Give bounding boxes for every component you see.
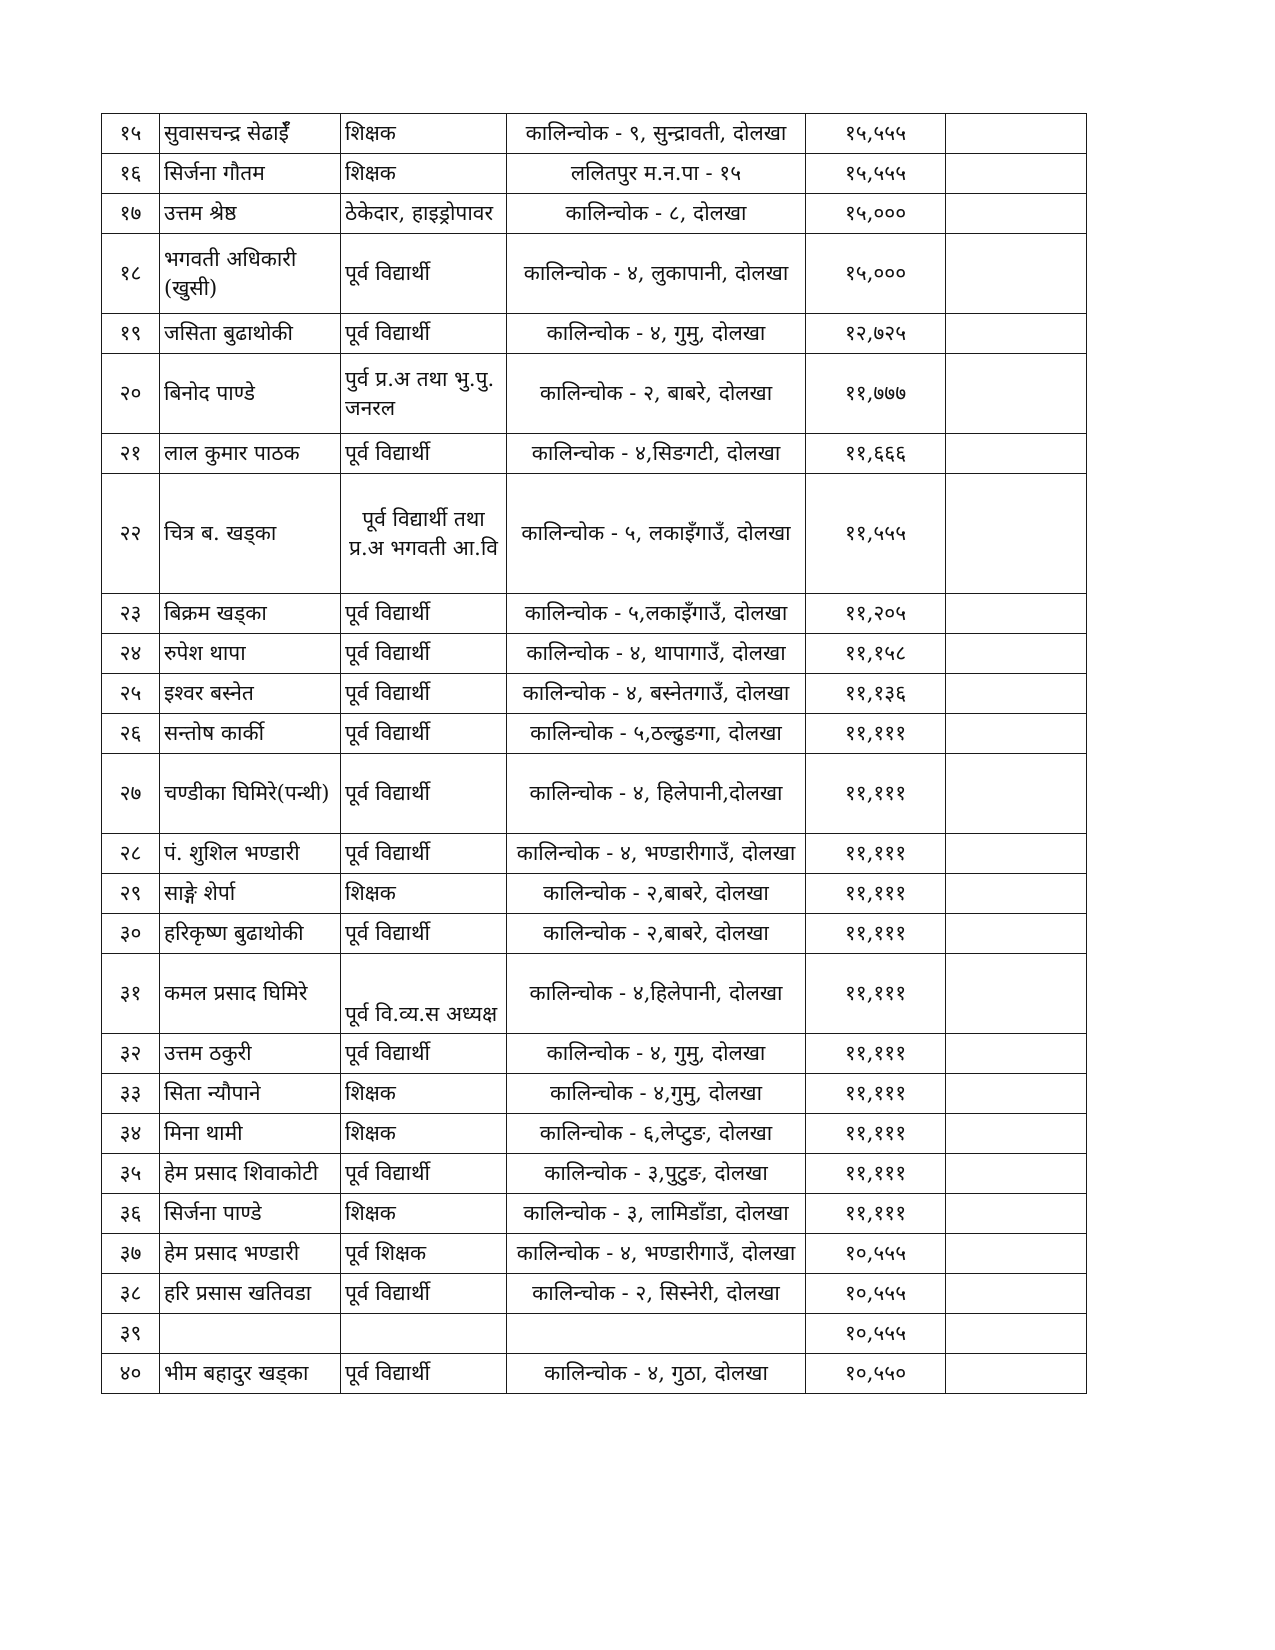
table-row — [102, 1154, 1087, 1194]
serial-number-cell: २२ — [102, 474, 160, 594]
donor-name-cell: सिर्जना पाण्डे — [160, 1194, 341, 1234]
remarks-cell — [946, 1234, 1087, 1274]
table-row — [102, 354, 1087, 434]
address-cell: कालिन्चोक - ६,लेप्टुङ, दोलखा — [507, 1114, 806, 1154]
remarks-cell — [946, 474, 1087, 594]
serial-number-cell: २९ — [102, 874, 160, 914]
serial-number-cell: १७ — [102, 194, 160, 234]
donor-name-cell: पं. शुशिल भण्डारी — [160, 834, 341, 874]
donor-name-cell: इश्वर बस्नेत — [160, 674, 341, 714]
serial-number-cell: २४ — [102, 634, 160, 674]
serial-number-cell: ३७ — [102, 1234, 160, 1274]
amount-cell: ११,६६६ — [806, 434, 946, 474]
donor-name-cell: लाल कुमार पाठक — [160, 434, 341, 474]
designation-cell: पूर्व विद्यार्थी — [341, 234, 507, 314]
designation-cell: पूर्व विद्यार्थी — [341, 1154, 507, 1194]
amount-cell: ११,१११ — [806, 754, 946, 834]
serial-number-cell: १८ — [102, 234, 160, 314]
amount-cell: ११,१११ — [806, 954, 946, 1034]
serial-number-cell: ३५ — [102, 1154, 160, 1194]
address-cell: कालिन्चोक - ४, गुमु, दोलखा — [507, 1034, 806, 1074]
designation-cell — [341, 1314, 507, 1354]
remarks-cell — [946, 594, 1087, 634]
address-cell: कालिन्चोक - ५,ठल्ढुङगा, दोलखा — [507, 714, 806, 754]
address-cell: ललितपुर म.न.पा - १५ — [507, 154, 806, 194]
serial-number-cell: १६ — [102, 154, 160, 194]
address-cell: कालिन्चोक - ४, लुकापानी, दोलखा — [507, 234, 806, 314]
donor-name-cell: हेम प्रसाद भण्डारी — [160, 1234, 341, 1274]
table-row — [102, 154, 1087, 194]
serial-number-cell: २६ — [102, 714, 160, 754]
donor-name-cell: कमल प्रसाद घिमिरे — [160, 954, 341, 1034]
designation-cell: शिक्षक — [341, 154, 507, 194]
amount-cell: १२,७२५ — [806, 314, 946, 354]
table-row — [102, 634, 1087, 674]
amount-cell: १५,००० — [806, 234, 946, 314]
remarks-cell — [946, 1114, 1087, 1154]
serial-number-cell: ३९ — [102, 1314, 160, 1354]
table-row — [102, 1034, 1087, 1074]
donor-name-cell: मिना थामी — [160, 1114, 341, 1154]
amount-cell: ११,१५८ — [806, 634, 946, 674]
amount-cell: १५,००० — [806, 194, 946, 234]
table-row — [102, 1114, 1087, 1154]
amount-cell: १५,५५५ — [806, 114, 946, 154]
donor-name-cell: सन्तोष कार्की — [160, 714, 341, 754]
table-row — [102, 114, 1087, 154]
donor-name-cell: उत्तम ठकुरी — [160, 1034, 341, 1074]
amount-cell: ११,१११ — [806, 714, 946, 754]
remarks-cell — [946, 874, 1087, 914]
table-row — [102, 874, 1087, 914]
amount-cell: ११,१११ — [806, 1194, 946, 1234]
designation-cell: पूर्व विद्यार्थी — [341, 434, 507, 474]
serial-number-cell: २३ — [102, 594, 160, 634]
remarks-cell — [946, 234, 1087, 314]
address-cell: कालिन्चोक - ९, सुन्द्रावती, दोलखा — [507, 114, 806, 154]
designation-cell: पूर्व विद्यार्थी — [341, 674, 507, 714]
designation-cell: पूर्व विद्यार्थी — [341, 594, 507, 634]
address-cell: कालिन्चोक - २,बाबरे, दोलखा — [507, 914, 806, 954]
table-row — [102, 194, 1087, 234]
designation-cell: पूर्व विद्यार्थी — [341, 314, 507, 354]
designation-cell: पूर्व विद्यार्थी तथा प्र.अ भगवती आ.वि — [341, 474, 507, 594]
designation-cell: पूर्व विद्यार्थी — [341, 634, 507, 674]
serial-number-cell: ३१ — [102, 954, 160, 1034]
designation-cell: पूर्व विद्यार्थी — [341, 754, 507, 834]
remarks-cell — [946, 194, 1087, 234]
address-cell: कालिन्चोक - ८, दोलखा — [507, 194, 806, 234]
table-row — [102, 474, 1087, 594]
serial-number-cell: २८ — [102, 834, 160, 874]
remarks-cell — [946, 1314, 1087, 1354]
remarks-cell — [946, 434, 1087, 474]
serial-number-cell: २५ — [102, 674, 160, 714]
designation-cell: पूर्व विद्यार्थी — [341, 1274, 507, 1314]
table-row — [102, 1234, 1087, 1274]
remarks-cell — [946, 154, 1087, 194]
donor-name-cell: साङ्गे शेर्पा — [160, 874, 341, 914]
address-cell: कालिन्चोक - ४, गुमु, दोलखा — [507, 314, 806, 354]
remarks-cell — [946, 354, 1087, 434]
table-row — [102, 1314, 1087, 1354]
amount-cell: १०,५५५ — [806, 1234, 946, 1274]
remarks-cell — [946, 314, 1087, 354]
donor-list-table — [101, 113, 1087, 1394]
designation-cell: शिक्षक — [341, 1114, 507, 1154]
donor-name-cell: उत्तम श्रेष्ठ — [160, 194, 341, 234]
donor-name-cell: जसिता बुढाथोकी — [160, 314, 341, 354]
amount-cell: ११,१११ — [806, 914, 946, 954]
address-cell — [507, 1314, 806, 1354]
serial-number-cell: ३८ — [102, 1274, 160, 1314]
address-cell: कालिन्चोक - ३, लामिडाँडा, दोलखा — [507, 1194, 806, 1234]
designation-cell: शिक्षक — [341, 1194, 507, 1234]
serial-number-cell: ३६ — [102, 1194, 160, 1234]
serial-number-cell: २७ — [102, 754, 160, 834]
amount-cell: ११,२०५ — [806, 594, 946, 634]
designation-cell: शिक्षक — [341, 874, 507, 914]
serial-number-cell: १५ — [102, 114, 160, 154]
donor-name-cell: भगवती अधिकारी (खुसी) — [160, 234, 341, 314]
address-cell: कालिन्चोक - २,बाबरे, दोलखा — [507, 874, 806, 914]
donor-name-cell — [160, 1314, 341, 1354]
address-cell: कालिन्चोक - ४, थापागाउँ, दोलखा — [507, 634, 806, 674]
designation-cell: शिक्षक — [341, 1074, 507, 1114]
serial-number-cell: ४० — [102, 1354, 160, 1394]
designation-cell: शिक्षक — [341, 114, 507, 154]
designation-cell: पूर्व विद्यार्थी — [341, 834, 507, 874]
remarks-cell — [946, 954, 1087, 1034]
amount-cell: ११,५५५ — [806, 474, 946, 594]
address-cell: कालिन्चोक - ४, भण्डारीगाउँ, दोलखा — [507, 1234, 806, 1274]
table-row — [102, 914, 1087, 954]
remarks-cell — [946, 714, 1087, 754]
amount-cell: ११,१११ — [806, 1154, 946, 1194]
table-row — [102, 714, 1087, 754]
table-row — [102, 834, 1087, 874]
address-cell: कालिन्चोक - ४, गुठा, दोलखा — [507, 1354, 806, 1394]
address-cell: कालिन्चोक - ५, लकाइँगाउँ, दोलखा — [507, 474, 806, 594]
address-cell: कालिन्चोक - २, सिस्नेरी, दोलखा — [507, 1274, 806, 1314]
donor-name-cell: सुवासचन्द्र सेढाईँ — [160, 114, 341, 154]
table-row — [102, 314, 1087, 354]
amount-cell: ११,१३६ — [806, 674, 946, 714]
table-row — [102, 1194, 1087, 1234]
address-cell: कालिन्चोक - ४, भण्डारीगाउँ, दोलखा — [507, 834, 806, 874]
designation-cell: पूर्व विद्यार्थी — [341, 714, 507, 754]
address-cell: कालिन्चोक - ४, हिलेपानी,दोलखा — [507, 754, 806, 834]
address-cell: कालिन्चोक - २, बाबरे, दोलखा — [507, 354, 806, 434]
donor-name-cell: चण्डीका घिमिरे(पन्थी) — [160, 754, 341, 834]
table-row — [102, 754, 1087, 834]
donor-name-cell: रुपेश थापा — [160, 634, 341, 674]
table-row — [102, 434, 1087, 474]
amount-cell: १०,५५० — [806, 1354, 946, 1394]
amount-cell: १५,५५५ — [806, 154, 946, 194]
table-row — [102, 594, 1087, 634]
donor-name-cell: हरि प्रसास खतिवडा — [160, 1274, 341, 1314]
amount-cell: ११,१११ — [806, 874, 946, 914]
serial-number-cell: ३३ — [102, 1074, 160, 1114]
remarks-cell — [946, 914, 1087, 954]
serial-number-cell: १९ — [102, 314, 160, 354]
amount-cell: ११,१११ — [806, 1114, 946, 1154]
designation-cell: पूर्व विद्यार्थी — [341, 1354, 507, 1394]
designation-cell: पूर्व विद्यार्थी — [341, 914, 507, 954]
serial-number-cell: ३० — [102, 914, 160, 954]
remarks-cell — [946, 114, 1087, 154]
donor-name-cell: बिनोद पाण्डे — [160, 354, 341, 434]
address-cell: कालिन्चोक - ५,लकाइँगाउँ, दोलखा — [507, 594, 806, 634]
donor-name-cell: सिता न्यौपाने — [160, 1074, 341, 1114]
remarks-cell — [946, 634, 1087, 674]
serial-number-cell: ३२ — [102, 1034, 160, 1074]
amount-cell: ११,१११ — [806, 1074, 946, 1114]
address-cell: कालिन्चोक - ४,सिङगटी, दोलखा — [507, 434, 806, 474]
remarks-cell — [946, 1274, 1087, 1314]
remarks-cell — [946, 834, 1087, 874]
donor-name-cell: हरिकृष्ण बुढाथोकी — [160, 914, 341, 954]
table-row — [102, 674, 1087, 714]
table-row — [102, 234, 1087, 314]
designation-cell: पूर्व विद्यार्थी — [341, 1034, 507, 1074]
remarks-cell — [946, 1354, 1087, 1394]
remarks-cell — [946, 754, 1087, 834]
table-row — [102, 1354, 1087, 1394]
donor-name-cell: भीम बहादुर खड्का — [160, 1354, 341, 1394]
address-cell: कालिन्चोक - ३,पुटुङ, दोलखा — [507, 1154, 806, 1194]
table-row — [102, 1074, 1087, 1114]
donor-name-cell: चित्र ब. खड्का — [160, 474, 341, 594]
amount-cell: १०,५५५ — [806, 1314, 946, 1354]
serial-number-cell: २१ — [102, 434, 160, 474]
address-cell: कालिन्चोक - ४,गुमु, दोलखा — [507, 1074, 806, 1114]
address-cell: कालिन्चोक - ४,हिलेपानी, दोलखा — [507, 954, 806, 1034]
amount-cell: ११,१११ — [806, 834, 946, 874]
designation-cell: पूर्व शिक्षक — [341, 1234, 507, 1274]
remarks-cell — [946, 674, 1087, 714]
amount-cell: ११,७७७ — [806, 354, 946, 434]
table-row — [102, 954, 1087, 1034]
remarks-cell — [946, 1034, 1087, 1074]
donor-name-cell: बिक्रम खड्का — [160, 594, 341, 634]
serial-number-cell: २० — [102, 354, 160, 434]
remarks-cell — [946, 1074, 1087, 1114]
designation-cell: ठेकेदार, हाइड्रोपावर — [341, 194, 507, 234]
amount-cell: ११,१११ — [806, 1034, 946, 1074]
donor-table-body — [102, 114, 1087, 1394]
amount-cell: १०,५५५ — [806, 1274, 946, 1314]
donor-name-cell: हेम प्रसाद शिवाकोटी — [160, 1154, 341, 1194]
address-cell: कालिन्चोक - ४, बस्नेतगाउँ, दोलखा — [507, 674, 806, 714]
donor-name-cell: सिर्जना गौतम — [160, 154, 341, 194]
serial-number-cell: ३४ — [102, 1114, 160, 1154]
designation-cell: पूर्व वि.व्य.स अध्यक्ष — [341, 954, 507, 1034]
designation-cell: पुर्व प्र.अ तथा भु.पु. जनरल — [341, 354, 507, 434]
remarks-cell — [946, 1194, 1087, 1234]
table-row — [102, 1274, 1087, 1314]
remarks-cell — [946, 1154, 1087, 1194]
